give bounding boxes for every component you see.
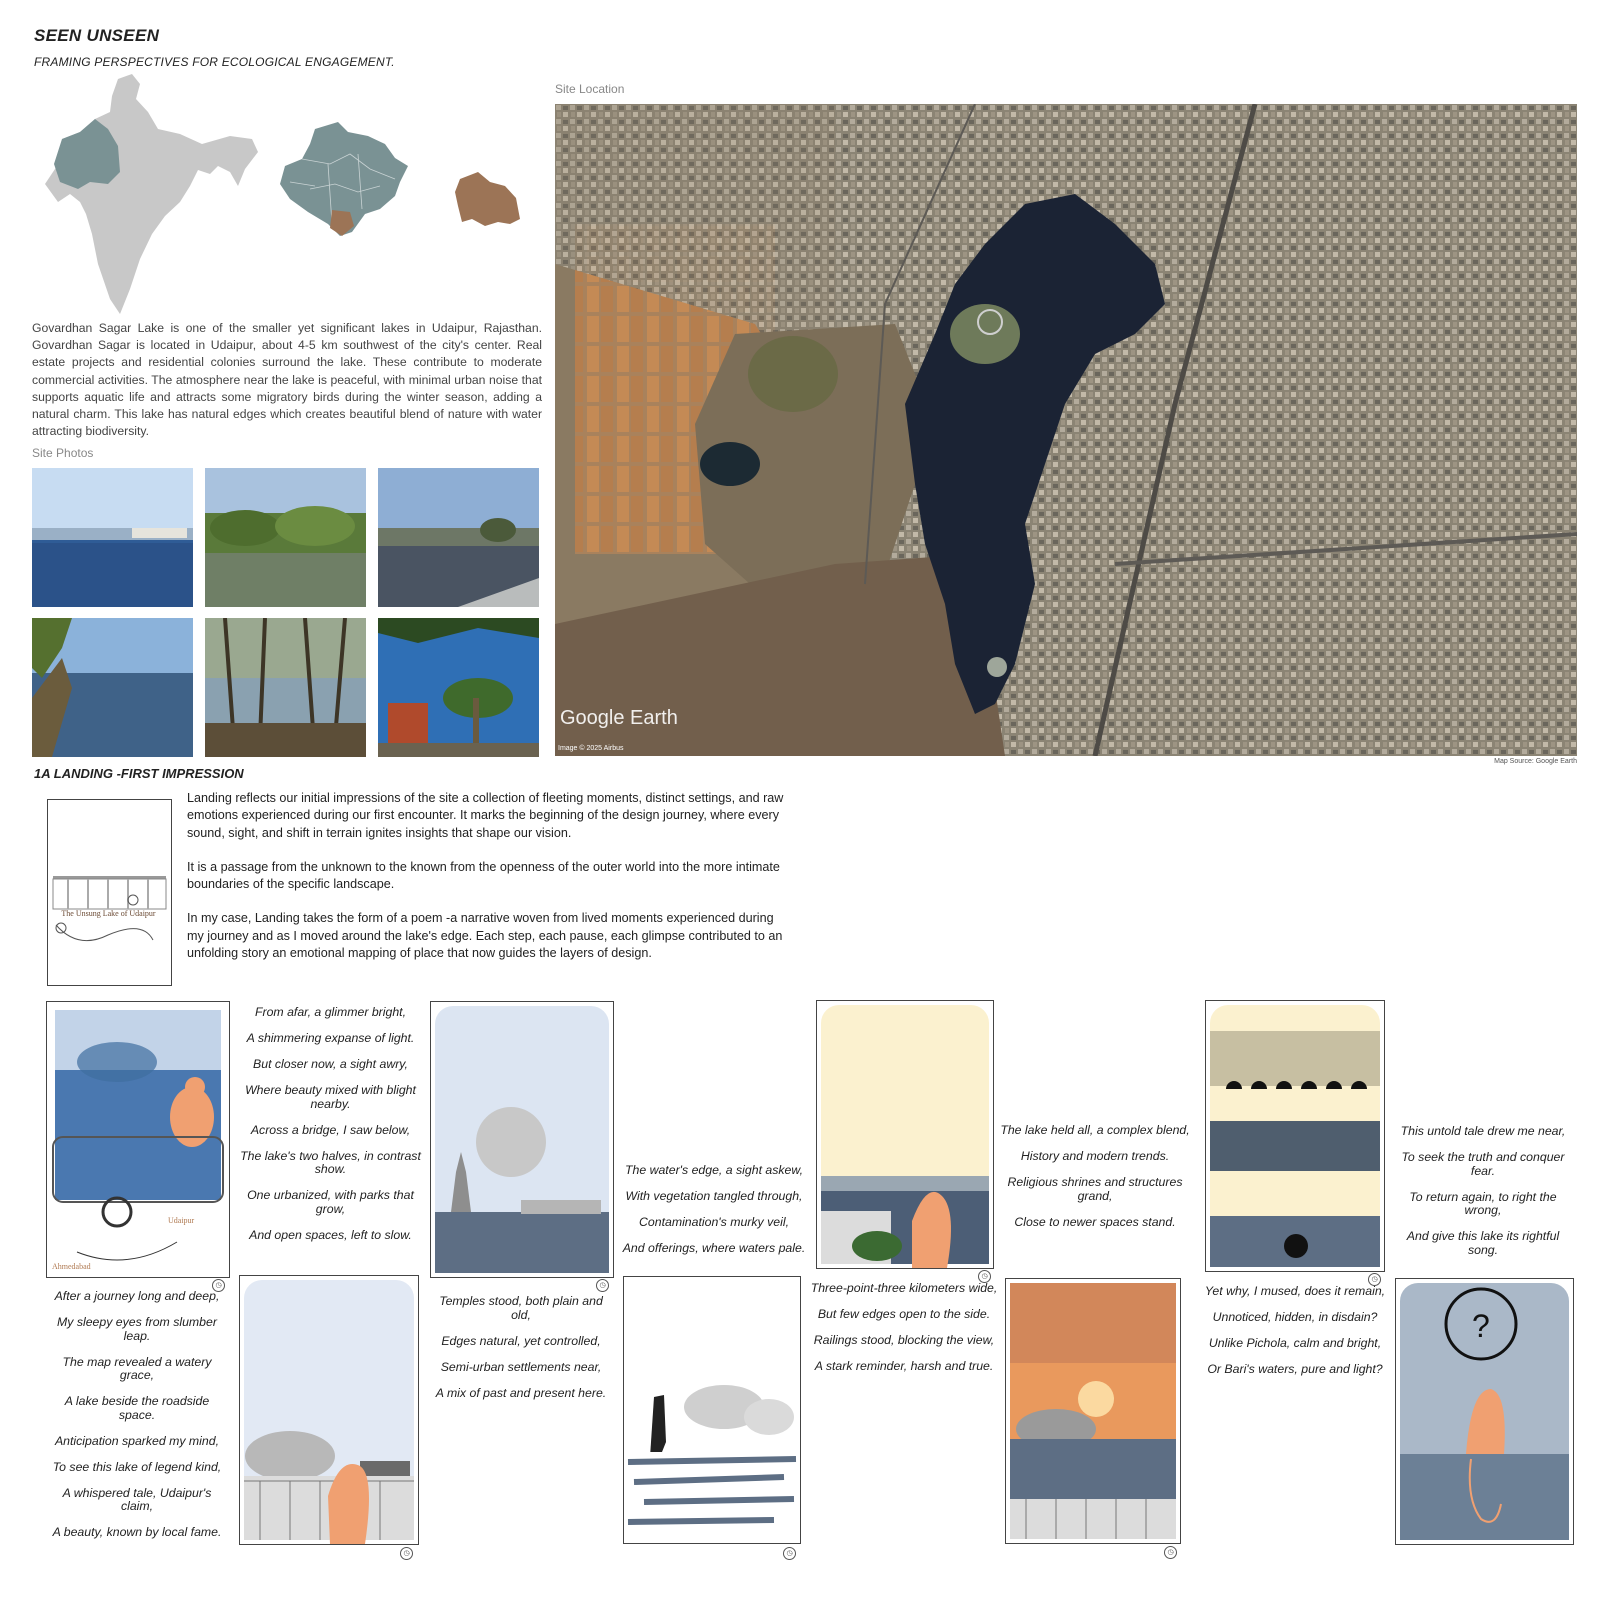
illustration-panel-bus (46, 1001, 230, 1278)
site-photo-1 (32, 468, 193, 607)
landing-description (187, 790, 787, 979)
poem-stanza-3: Temples stood, both plain and old, Edges natural, yet controlled, Semi-urban settlements near, A mix of past and present here. (435, 1294, 607, 1400)
cover-caption: The Unsung Lake of Udaipur (61, 909, 156, 918)
poster-title: SEEN UNSEEN (34, 26, 160, 45)
landing-paragraph-3: In my case, Landing takes the form of a poem -a narrative woven from lived moments experienced during my journey and as I moved around the lake's edge. Each step, each pause, each glimpse contributed to an unfolding story an emotional mapping of place that now guides the layers of design. (187, 911, 783, 961)
site-photo-2 (205, 468, 366, 607)
site-photo-3 (378, 468, 539, 607)
illustration-panel-temple (430, 1001, 614, 1278)
site-photo-5 (205, 618, 366, 757)
satellite-map (555, 104, 1577, 756)
site-photo-6 (378, 618, 539, 757)
ahmedabad-label: Ahmedabad (52, 1262, 91, 1271)
illustration-panel-question (1395, 1278, 1574, 1545)
image-credit: Image © 2025 Airbus (558, 745, 624, 752)
poem-stanza-6: The lake held all, a complex blend, History and modern trends. Religious shrines and structures grand, Close to newer spaces stand. (1000, 1123, 1190, 1229)
site-photo-4 (32, 618, 193, 757)
google-earth-watermark: Google Earth (560, 707, 678, 729)
landing-paragraph-2: It is a passage from the unknown to the known from the openness of the outer world into the more intimate boundaries of the specific landscape. (187, 859, 780, 892)
clock-icon: ◷ (1368, 1273, 1381, 1286)
clock-icon: ◷ (596, 1279, 609, 1292)
illustration-panel-sunset (1005, 1278, 1181, 1544)
landing-cover-card (47, 799, 172, 986)
clock-icon: ◷ (400, 1547, 413, 1560)
poem-stanza-8: This untold tale drew me near, To seek the truth and conquer fear. To return again, to right the wrong, And give this lake its rightful song. (1400, 1124, 1566, 1257)
clock-icon: ◷ (978, 1270, 991, 1283)
poster-subtitle: FRAMING PERSPECTIVES FOR ECOLOGICAL ENGAGEMENT. (34, 55, 395, 69)
poem-stanza-5: Three-point-three kilometers wide, But few edges open to the side. Railings stood, blocking the view, A stark reminder, harsh and true. (810, 1281, 998, 1373)
clock-icon: ◷ (783, 1547, 796, 1560)
illustration-panel-heritage (1205, 1000, 1385, 1272)
poem-stanza-7: Yet why, I mused, does it remain, Unnoticed, hidden, in disdain? Unlike Pichola, calm and bright, Or Bari's waters, pure and light? (1204, 1284, 1386, 1376)
poem-stanza-2: From afar, a glimmer bright, A shimmering expanse of light. But closer now, a sight awry, Where beauty mixed with blight nearby. Across a bridge, I saw below, The lake's two halves, in contrast show. One urbanized, with parks that grow, And open spaces, left to slow. (240, 1005, 421, 1242)
locator-maps (40, 74, 540, 319)
illustration-panel-railing (239, 1275, 419, 1545)
site-location-label: Site Location (555, 82, 625, 96)
illustration-panel-lakeview (816, 1000, 994, 1269)
udaipur-label: Udaipur (168, 1216, 195, 1225)
intro-paragraph: Govardhan Sagar Lake is one of the smaller yet significant lakes in Udaipur, Rajasthan. Govardhan Sagar is located in Udaipur, about 4-5 km southwest of the city's center. Real estate projects and residential colonies surround the lake. These contribute to moderate commercial activities. The atmosphere near the lake is peaceful, with minimal urban noise that supports aquatic life and attracts some migratory birds during the winter season, adding a natural charm. This lake has natural edges which creates beautiful blend of nature with water attracting biodiversity. (32, 321, 542, 439)
illustration-panel-offerings (623, 1276, 801, 1544)
udaipur-district-map (455, 172, 520, 226)
india-map (45, 74, 258, 314)
poem-stanza-4: The water's edge, a sight askew, With vegetation tangled through, Contamination's murky veil, And offerings, where waters pale. (622, 1163, 806, 1255)
map-source: Map Source: Google Earth (1494, 758, 1577, 765)
landing-heading: 1A LANDING -FIRST IMPRESSION (34, 766, 244, 781)
clock-icon: ◷ (1164, 1546, 1177, 1559)
site-photos-label: Site Photos (32, 446, 94, 460)
question-mark-icon: ? (1472, 1308, 1490, 1344)
clock-icon: ◷ (212, 1279, 225, 1292)
landing-paragraph-1: Landing reflects our initial impressions of the site a collection of fleeting moments, distinct settings, and raw emotions experienced during our first encounter. It marks the beginning of the design journey, where every sound, sight, and shift in terrain ignites insights that shape our vision. (187, 791, 784, 840)
poem-stanza-1: After a journey long and deep, My sleepy eyes from slumber leap. The map revealed a watery grace, A lake beside the roadside space. Anticipation sparked my mind, To see this lake of legend kind, A whispered tale, Udaipur's claim, A beauty, known by local fame. (52, 1289, 222, 1539)
